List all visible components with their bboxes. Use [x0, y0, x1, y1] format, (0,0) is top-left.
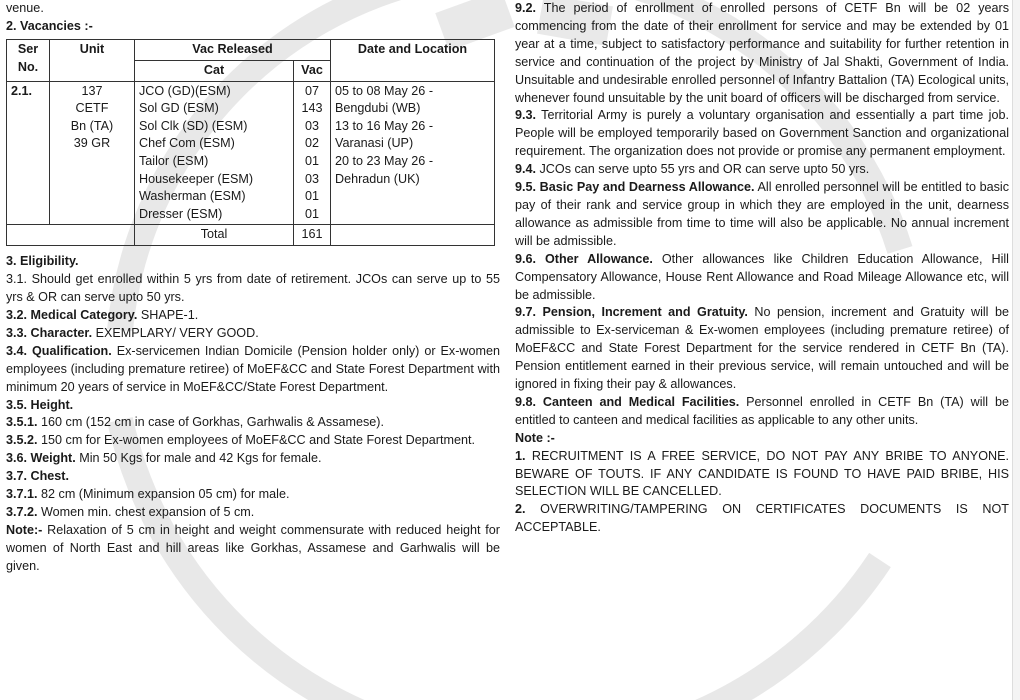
cat-item: Dresser (ESM) — [139, 206, 223, 221]
date-item: 20 to 23 May 26 - — [335, 154, 434, 168]
cat-item: Washerman (ESM) — [139, 189, 246, 204]
unit-line: CETF — [75, 101, 109, 116]
cat-item: Sol Clk (SD) (ESM) — [139, 118, 248, 133]
cat-item: Housekeeper (ESM) — [139, 171, 254, 186]
paragraph: 3.1. Should get enrolled within 5 yrs from date of retirement. JCOs can serve up to 55 yrs & OR can serve upto 50 yrs. — [6, 272, 500, 305]
col-header-vac: Vac — [294, 60, 331, 81]
col-header-cat: Cat — [135, 60, 294, 81]
paragraph: 9.2. The period of enrollment of enrolled persons of CETF Bn will be 02 years commencing from the date of their enrollment for service and may be extended by 01 year at a time, subject to satisfactory performance and suitability for further retention in service and continuation of the project by Ministry of Jal Shakti, Government of India. Unsuitable and undesirable enrolled personnel of Infantry Battalion (TA) Ecological units, whenever found unsuitable by the unit board of officers will be discharged from service. — [515, 1, 1009, 105]
cat-item: JCO (GD)(ESM) — [139, 83, 231, 98]
paragraph: 3.2. Medical Category. SHAPE-1. — [6, 308, 199, 322]
vac-item: 07 — [304, 83, 319, 98]
paragraph: 3.7. Chest. — [6, 469, 69, 484]
paragraph: 3.3. Character. EXEMPLARY/ VERY GOOD. — [6, 325, 259, 340]
paragraph: 9.8. Canteen and Medical Facilities. Personnel enrolled in CETF Bn (TA) will be entitled to canteen and medical facilities as applicable to any other units. — [515, 394, 1009, 427]
date-item: Dehradun (UK) — [335, 171, 420, 186]
table-header-row — [7, 39, 495, 60]
venue-text: venue. — [6, 1, 44, 15]
paragraph: 3.4. Qualification. Ex-servicemen Indian Domicile (Pension holder only) or Ex-women employees (including premature retiree) of MoEF&CC and State Forest Department with minimum 20 years of service in MoEF&CC/State Forest Department. — [6, 343, 500, 394]
unit-cell — [50, 81, 135, 225]
paragraph: 9.5. Basic Pay and Dearness Allowance. All enrolled personnel will be entitled to basic pay of their rank and service group in which they are employed in the unit, dearness allowance as admissible from time to time will also be applicable. No annual increment will be admissible. — [515, 180, 1009, 248]
paragraph: 9.6. Other Allowance. Other allowances like Children Education Allowance, Hill Compensatory Allowance, House Rent Allowance and Road Mileage Allowance etc, will be admissible. — [515, 251, 1009, 302]
date-location-cell — [331, 81, 495, 225]
col-header-date-location: Date and Location — [331, 39, 495, 81]
cat-item: Tailor (ESM) — [139, 154, 209, 168]
vac-item: 03 — [304, 118, 319, 133]
vacancies-heading: 2. Vacancies :- — [6, 18, 93, 33]
paragraph: 9.7. Pension, Increment and Gratuity. No pension, increment and Gratuity will be admissible to Ex-serviceman & Ex-women employees (including premature retiree) of MoEF&CC and State Forest Department for the service rendered in CETF Bn (TA). Pension entitlement earned in their previous service, will remain untouched and will be ignored in fixing their pay & allowances. — [515, 305, 1009, 392]
eligibility-section — [6, 253, 500, 575]
date-item: 13 to 16 May 26 - — [335, 118, 434, 133]
vac-item: 03 — [304, 171, 319, 186]
col-header-unit: Unit — [50, 39, 135, 81]
vac-cell — [294, 81, 331, 225]
paragraph: 3.5. Height. — [6, 397, 74, 412]
cat-item: Chef Com (ESM) — [139, 136, 235, 151]
vac-item: 01 — [304, 154, 319, 168]
vacancies-table — [6, 39, 495, 246]
cat-cell — [135, 81, 294, 225]
vac-item: 143 — [301, 101, 323, 116]
paragraph: 9.4. JCOs can serve upto 55 yrs and OR can serve upto 50 yrs. — [515, 162, 870, 177]
paragraph: 3.7.2. Women min. chest expansion of 5 cm. — [6, 504, 255, 519]
vac-item: 01 — [304, 206, 319, 221]
note-item: 1. RECRUITMENT IS A FREE SERVICE, DO NOT PAY ANY BRIBE TO ANYONE. BEWARE OF TOUTS. IF ANY CANDIDATE IS FOUND TO HAVE PAID BRIBE, HIS SELECTION WILL BE CANCELLED. — [515, 448, 1009, 499]
paragraph: 3. Eligibility. — [6, 254, 79, 269]
paragraph: Note:- Relaxation of 5 cm in height and weight commensurate with reduced height for women of North East and hill areas like Gorkhas, Assamese and Garhwalis will be given. — [6, 522, 500, 573]
date-item: Varanasi (UP) — [335, 136, 414, 151]
paragraph: 3.7.1. 82 cm (Minimum expansion 05 cm) for male. — [6, 487, 290, 502]
vac-item: 01 — [304, 189, 319, 204]
page-edge — [1012, 0, 1020, 700]
table-row — [7, 81, 495, 225]
date-item: 05 to 08 May 26 - — [335, 83, 434, 98]
total-row — [7, 225, 495, 246]
left-column — [6, 0, 500, 576]
unit-line: 39 GR — [73, 136, 111, 151]
date-item: Bengdubi (WB) — [335, 101, 421, 116]
total-label: Total — [135, 225, 294, 246]
right-column — [515, 0, 1009, 537]
unit-line: 137 — [81, 83, 103, 98]
note-heading: Note :- — [515, 430, 555, 445]
col-header-ser: Ser No. — [7, 39, 50, 81]
paragraph: 3.5.1. 160 cm (152 cm in case of Gorkhas, Garhwalis & Assamese). — [6, 415, 384, 430]
paragraph: 9.3. Territorial Army is purely a voluntary organisation and essentially a part time job. People will be employed temporarily based on Government Sanction and organizational requirement. The organization does not provide or promise any permanent employment. — [515, 108, 1009, 159]
col-header-vac-released: Vac Released — [135, 39, 331, 60]
note-item: 2. OVERWRITING/TAMPERING ON CERTIFICATES DOCUMENTS IS NOT ACCEPTABLE. — [515, 502, 1009, 535]
total-value: 161 — [294, 225, 331, 246]
paragraph: 3.6. Weight. Min 50 Kgs for male and 42 Kgs for female. — [6, 451, 322, 466]
ser-cell: 2.1. — [7, 81, 50, 225]
paragraph: 3.5.2. 150 cm for Ex-women employees of MoEF&CC and State Forest Department. — [6, 433, 475, 448]
cat-item: Sol GD (ESM) — [139, 101, 219, 116]
unit-line: Bn (TA) — [70, 118, 114, 133]
vac-item: 02 — [304, 136, 319, 151]
